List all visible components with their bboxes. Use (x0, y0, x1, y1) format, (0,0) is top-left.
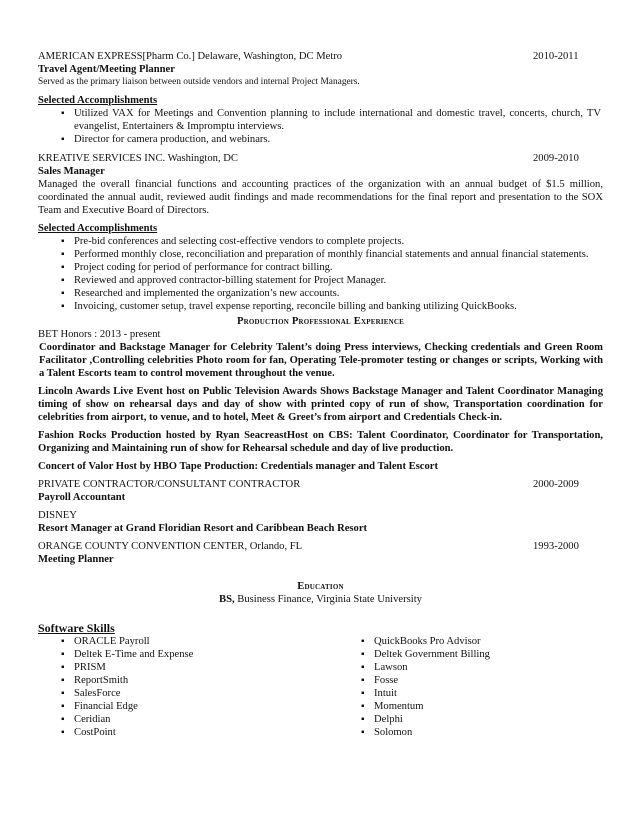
skill-item: ▪ Deltek E-Time and Expense (38, 648, 338, 661)
skills-columns (38, 635, 603, 739)
skill-item: ▪ QuickBooks Pro Advisor (338, 635, 603, 648)
skill-item: ▪ Fosse (338, 674, 603, 687)
accomplishments-list (38, 235, 603, 313)
degree-detail: Business Finance, Virginia State University (234, 594, 422, 605)
job-entry (38, 509, 603, 535)
list-item: ▪ Performed monthly close, reconciliation and preparation of monthly financial statements and annual financial statements. (38, 248, 603, 261)
job-header (38, 478, 603, 491)
resume-page (38, 50, 603, 739)
list-item: ▪ Director for camera production, and webinars. (38, 133, 603, 146)
list-item: ▪ Utilized VAX for Meetings and Convention planning to include international and domestic travel, concerts, church, TV evangelist, Entertainers & Impromptu interviews. (38, 107, 603, 133)
list-item: ▪ Pre-bid conferences and selecting cost-effective vendors to complete projects. (38, 235, 603, 248)
job-header (38, 152, 603, 165)
education-line (38, 593, 603, 606)
skills-heading: Software Skills (38, 621, 115, 635)
production-paragraph: Concert of Valor Host by HBO Tape Production: Credentials manager and Talent Escort (38, 461, 439, 472)
degree: BS, (219, 594, 235, 605)
job-dates: 1993-2000 (533, 541, 579, 552)
job-summary: Served as the primary liaison between outside vendors and internal Project Managers. (38, 77, 360, 87)
skill-item: ▪ Deltek Government Billing (338, 648, 603, 661)
job-header (38, 50, 603, 63)
skill-item: ▪ PRISM (38, 661, 338, 674)
job-title: Payroll Accountant (38, 492, 126, 503)
section-heading-education: Education (297, 581, 344, 592)
job-entry (38, 50, 603, 146)
job-dates: 2000-2009 (533, 479, 579, 490)
company-name: ORANGE COUNTY CONVENTION CENTER, Orlando, FL (38, 541, 303, 552)
job-entry (38, 540, 603, 566)
job-title: Meeting Planner (38, 554, 114, 565)
company-name: AMERICAN EXPRESS[Pharm Co.] Delaware, Washington, DC Metro (38, 51, 343, 62)
company-name: DISNEY (38, 510, 77, 521)
honors-line: BET Honors : 2013 - present (38, 329, 161, 340)
job-dates (533, 509, 603, 522)
production-paragraph: Fashion Rocks Production hosted by Ryan SeacreastHost on CBS: Talent Coordinator, Coordinator for Transportation, Organizing and Maintaining run of show for Rehearsal schedule and day of live production. (38, 430, 603, 454)
job-summary: Managed the overall financial functions and accounting practices of the organization with an annual budget of $1.5 million, coordinated the annual audit, reviewed audit findings and made recommendations for the final report and presentation to the SOX Team and Executive Board of Directors. (38, 179, 603, 216)
job-title: Resort Manager at Grand Floridian Resort and Caribbean Beach Resort (38, 523, 368, 534)
list-item: ▪ Project coding for period of performance for contract billing. (38, 261, 603, 274)
skill-item: ▪ Intuit (338, 687, 603, 700)
skill-item: ▪ SalesForce (38, 687, 338, 700)
skill-item: ▪ Ceridian (38, 713, 338, 726)
company-name: KREATIVE SERVICES INC. Washington, DC (38, 153, 238, 164)
section-heading-production: Production Professional Experience (236, 316, 405, 327)
skills-list-right (338, 635, 603, 739)
skill-item: ▪ Delphi (338, 713, 603, 726)
list-item: ▪ Invoicing, customer setup, travel expense reporting, reconcile billing and banking utilizing QuickBooks. (38, 300, 603, 313)
job-entry (38, 478, 603, 504)
skill-item: ▪ Lawson (338, 661, 603, 674)
job-dates: 2009-2010 (533, 153, 579, 164)
list-item: ▪ Researched and implemented the organization’s new accounts. (38, 287, 603, 300)
production-paragraph: Lincoln Awards Live Event host on Public Television Awards Shows Backstage Manager and Talent Coordinator Managing timing of show on rehearsal days and day of show with printed copy of run of show, Transportation coordination for celebrities from airport, to venue, and to hotel, Meet & Greet’s from airport and Credentials Check-in. (38, 386, 603, 423)
accomplishments-heading: Selected Accomplishments (38, 223, 158, 234)
company-name: PRIVATE CONTRACTOR/CONSULTANT CONTRACTOR (38, 479, 301, 490)
list-item: ▪ Reviewed and approved contractor-billing statement for Project Manager. (38, 274, 603, 287)
skill-item: ▪ Solomon (338, 726, 603, 739)
skill-item: ▪ ORACLE Payroll (38, 635, 338, 648)
skill-item: ▪ Financial Edge (38, 700, 338, 713)
job-title: Sales Manager (38, 166, 105, 177)
skill-item: ▪ ReportSmith (38, 674, 338, 687)
job-entry (38, 152, 603, 313)
job-title: Travel Agent/Meeting Planner (38, 64, 175, 75)
job-header (38, 509, 603, 522)
skill-item: ▪ Momentum (338, 700, 603, 713)
production-paragraph: Coordinator and Backstage Manager for Celebrity Talent’s doing Press interviews, Checking credentials and Green Room Facilitator ,Controlling celebrities Photo room for fan, Operating Tele-promoter testing or changes or scripts, Working with a Talent Escorts team to control movement throughout the venue. (39, 342, 603, 379)
accomplishments-list (38, 107, 603, 146)
skill-item: ▪ CostPoint (38, 726, 338, 739)
skills-list-left (38, 635, 338, 739)
job-dates: 2010-2011 (533, 51, 579, 62)
accomplishments-heading: Selected Accomplishments (38, 95, 158, 106)
job-header (38, 540, 603, 553)
